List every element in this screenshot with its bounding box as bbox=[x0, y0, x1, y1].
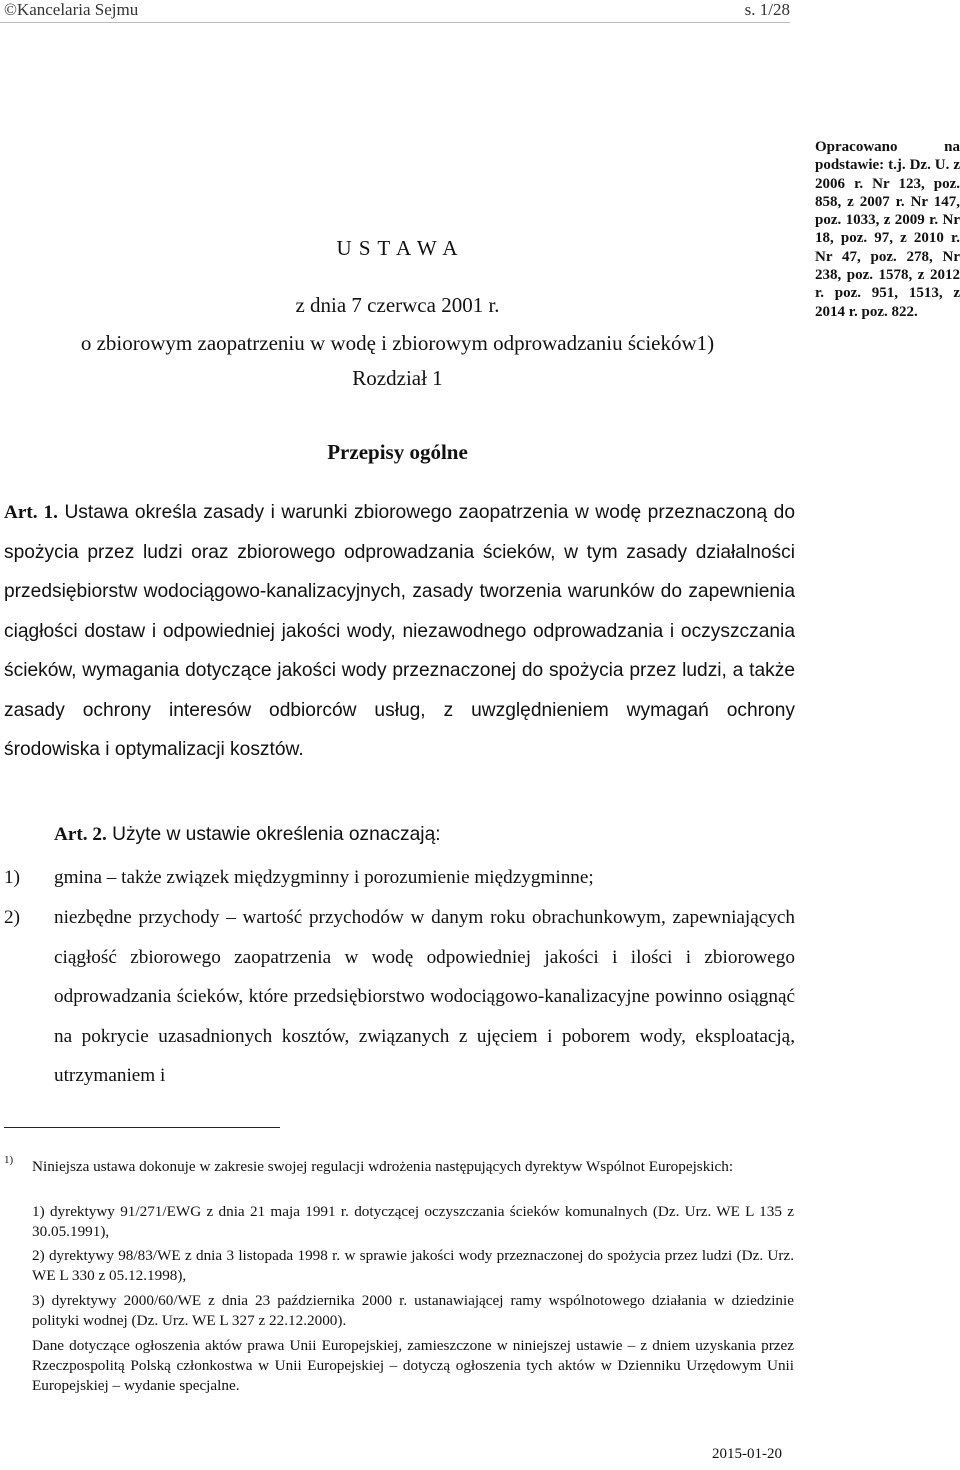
header-page-number: s. 1/28 bbox=[744, 0, 790, 19]
header-divider bbox=[0, 22, 790, 23]
article-2 bbox=[54, 824, 441, 846]
footnote-intro: Niniejsza ustawa dokonuje w zakresie swojej regulacji wdrożenia następujących dyrektyw Wspólnot Europejskich: bbox=[32, 1158, 734, 1175]
footnote-divider bbox=[4, 1127, 280, 1128]
source-note: Opracowano na podstawie: t.j. Dz. U. z 2006 r. Nr 123, poz. 858, z 2007 r. Nr 147, poz. 1033, z 2009 r. Nr 18, poz. 97, z 2010 r. Nr 47, poz. 278, Nr 238, poz. 1578, z 2012 r. poz. 951, 1513, z 2014 r. poz. 822. bbox=[815, 139, 960, 320]
article-2-label: Art. 2. bbox=[54, 824, 107, 845]
footnote-item: 2) dyrektywy 98/83/WE z dnia 3 listopada 1998 r. w sprawie jakości wody przeznaczonej do spożycia przez ludzi (Dz. Urz. WE L 330 z 05.12.1998), bbox=[32, 1247, 794, 1284]
footer-date: 2015-01-20 bbox=[712, 1446, 782, 1462]
article-1 bbox=[4, 493, 795, 770]
footnote-item: 3) dyrektywy 2000/60/WE z dnia 23 października 2000 r. ustanawiającej ramy wspólnotowego działania w dziedzinie polityki wodnej (Dz. Urz. WE L 327 z 22.12.2000). bbox=[32, 1292, 794, 1329]
footnote-item: 1) dyrektywy 91/271/EWG z dnia 21 maja 1991 r. dotyczącej oczyszczania ścieków komunalnych (Dz. Urz. WE L 135 z 30.05.1991), bbox=[32, 1203, 794, 1240]
article-1-label: Art. 1. bbox=[4, 502, 58, 523]
footnote-mark: 1) bbox=[4, 1154, 14, 1166]
footnote-note: Dane dotyczące ogłoszenia aktów prawa Unii Europejskiej, zamieszczone w niniejszej ustawie – z dniem uzyskania przez Rzeczpospolitą Polską członkostwa w Unii Europejskiej – dotyczą ogłoszenia tych aktów w Dzienniku Urzędowym Unii Europejskiej – wydanie specjalne. bbox=[32, 1337, 794, 1394]
point-text: niezbędne przychody – wartość przychodów w danym roku obrachunkowym, zapewniających ciągłość zbiorowego zaopatrzenia w wodę odpowiedniej jakości i ilości i zbiorowego odprowadzania ścieków, które przedsiębiorstwo wodociągowo-kanalizacyjne powinno osiągnąć na pokrycie uzasadnionych kosztów, związanych z ujęciem i poborem wody, eksploatacją, utrzymaniem i bbox=[54, 907, 795, 1087]
article-2-text: Użyte w ustawie określenia oznaczają: bbox=[112, 824, 441, 845]
header-copyright: ©Kancelaria Sejmu bbox=[4, 0, 139, 19]
act-title: o zbiorowym zaopatrzeniu w wodę i zbiorowym odprowadzaniu ścieków1) bbox=[80, 331, 715, 355]
article-1-text: Ustawa określa zasady i warunki zbiorowego zaopatrzenia w wodę przeznaczoną do spożycia przez ludzi oraz zbiorowego odprowadzania ścieków, w tym zasady działalności przedsiębiorstw wodociągowo-kanalizacyjnych, zasady tworzenia warunków do zapewnienia ciągłości dostaw i odpowiedniej jakości wody, niezawodnego odprowadzania i oczyszczania ścieków, wymagania dotyczące jakości wody przeznaczonej do spożycia przez ludzi, a także zasady ochrony interesów odbiorców usług, z uwzględnieniem wymagań ochrony środowiska i optymalizacji kosztów. bbox=[4, 502, 795, 760]
section-heading: Przepisy ogólne bbox=[327, 440, 468, 464]
chapter-heading: Rozdział 1 bbox=[352, 366, 443, 390]
point-number: 1) bbox=[4, 867, 20, 888]
point-number: 2) bbox=[4, 907, 20, 928]
act-type: U S T A W A bbox=[336, 236, 459, 260]
act-date: z dnia 7 czerwca 2001 r. bbox=[295, 293, 500, 317]
point-text: gmina – także związek międzygminny i porozumienie międzygminne; bbox=[54, 867, 594, 888]
